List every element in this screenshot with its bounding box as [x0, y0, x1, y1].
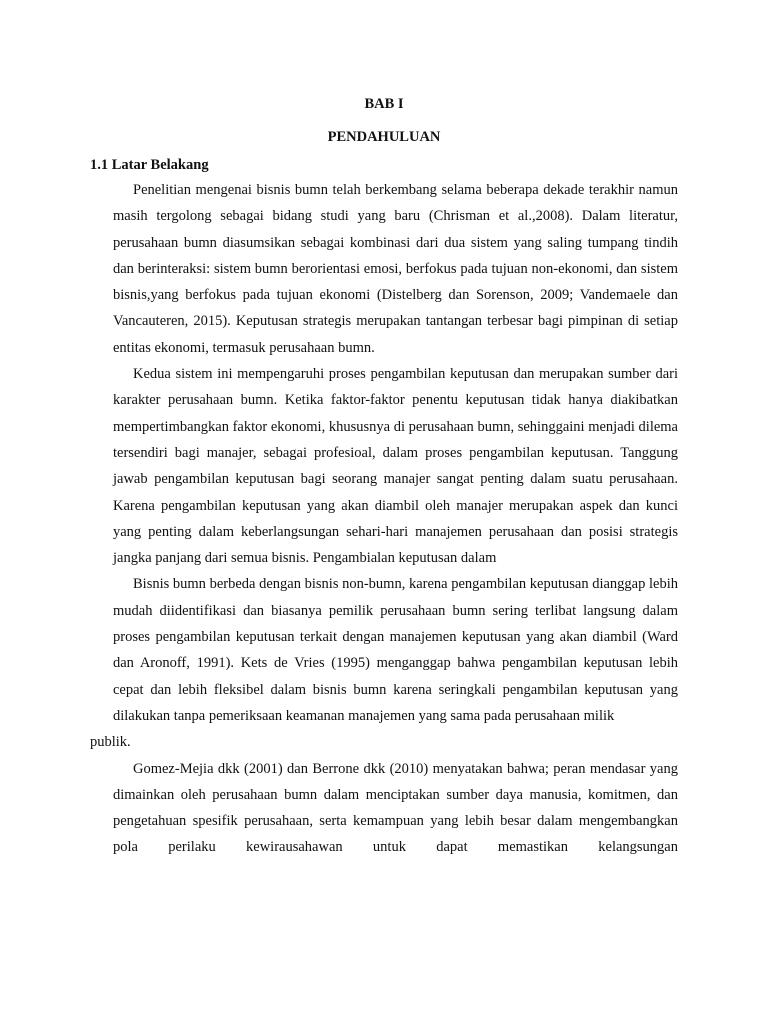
paragraph-1: Penelitian mengenai bisnis bumn telah berkembang selama beberapa dekade terakhir namun masih tergolong sebagai bidang studi yang baru (Chrisman et al.,2008). Dalam literatur, perusahaan bumn diasumsikan sebagai kombinasi dari dua sistem yang saling tumpang tindih dan berinteraksi: sistem bumn berorientasi emosi, berfokus pada tujuan non-ekonomi, dan sistem bisnis,yang berfokus pada tujuan ekonomi (Distelberg dan Sorenson, 2009; Vandemaele dan Vancauteren, 2015). Keputusan strategis merupakan tantangan terbesar bagi pimpinan di setiap entitas ekonomi, termasuk perusahaan bumn. — [113, 182, 678, 356]
section-heading: 1.1 Latar Belakang — [90, 157, 209, 173]
chapter-title: PENDAHULUAN — [327, 129, 441, 145]
chapter-label: BAB I — [364, 96, 404, 112]
paragraph-4: Gomez-Mejia dkk (2001) dan Berrone dkk (2010) menyatakan bahwa; peran mendasar yang dimainkan oleh perusahaan bumn dalam menciptakan sumber daya manusia, komitmen, dan pengetahuan spesifik perusahaan, serta kemampuan yang lebih besar dalam mengembangkan pola perilaku kewirausahawan untuk dapat memastikan kelangsungan — [113, 760, 678, 856]
paragraph-2: Kedua sistem ini mempengaruhi proses pengambilan keputusan dan merupakan sumber dari karakter perusahaan bumn. Ketika faktor-faktor penentu keputusan tidak hanya diakibatkan mempertimbangkan faktor ekonomi, khususnya di perusahaan bumn, sehinggaini menjadi dilema tersendiri bagi manajer, sebagai profesioal, dalam proses pengambilan keputusan. Tanggung jawab pengambilan keputusan bagi seorang manajer sangat penting dalam suatu perusahaan. Karena pengambilan keputusan yang akan diambil oleh manajer merupakan aspek dan kunci yang penting dalam keberlangsungan sehari-hari manajemen perusahaan dan posisi strategis jangka panjang dari semua bisnis. Pengambialan keputusan dalam — [113, 366, 678, 567]
paragraph-3-continuation: publik. — [90, 734, 131, 751]
paragraph-3: Bisnis bumn berbeda dengan bisnis non-bumn, karena pengambilan keputusan dianggap lebih mudah diidentifikasi dan biasanya pemilik perusahaan bumn sering terlibat langsung dalam proses pengambilan keputusan terkait dengan manajemen keputusan yang akan diambil (Ward dan Aronoff, 1991). Kets de Vries (1995) menganggap bahwa pengambilan keputusan lebih cepat dan lebih fleksibel dalam bisnis bumn karena seringkali pengambilan keputusan yang dilakukan tanpa pemeriksaan keamanan manajemen yang sama pada perusahaan milik — [113, 576, 678, 724]
